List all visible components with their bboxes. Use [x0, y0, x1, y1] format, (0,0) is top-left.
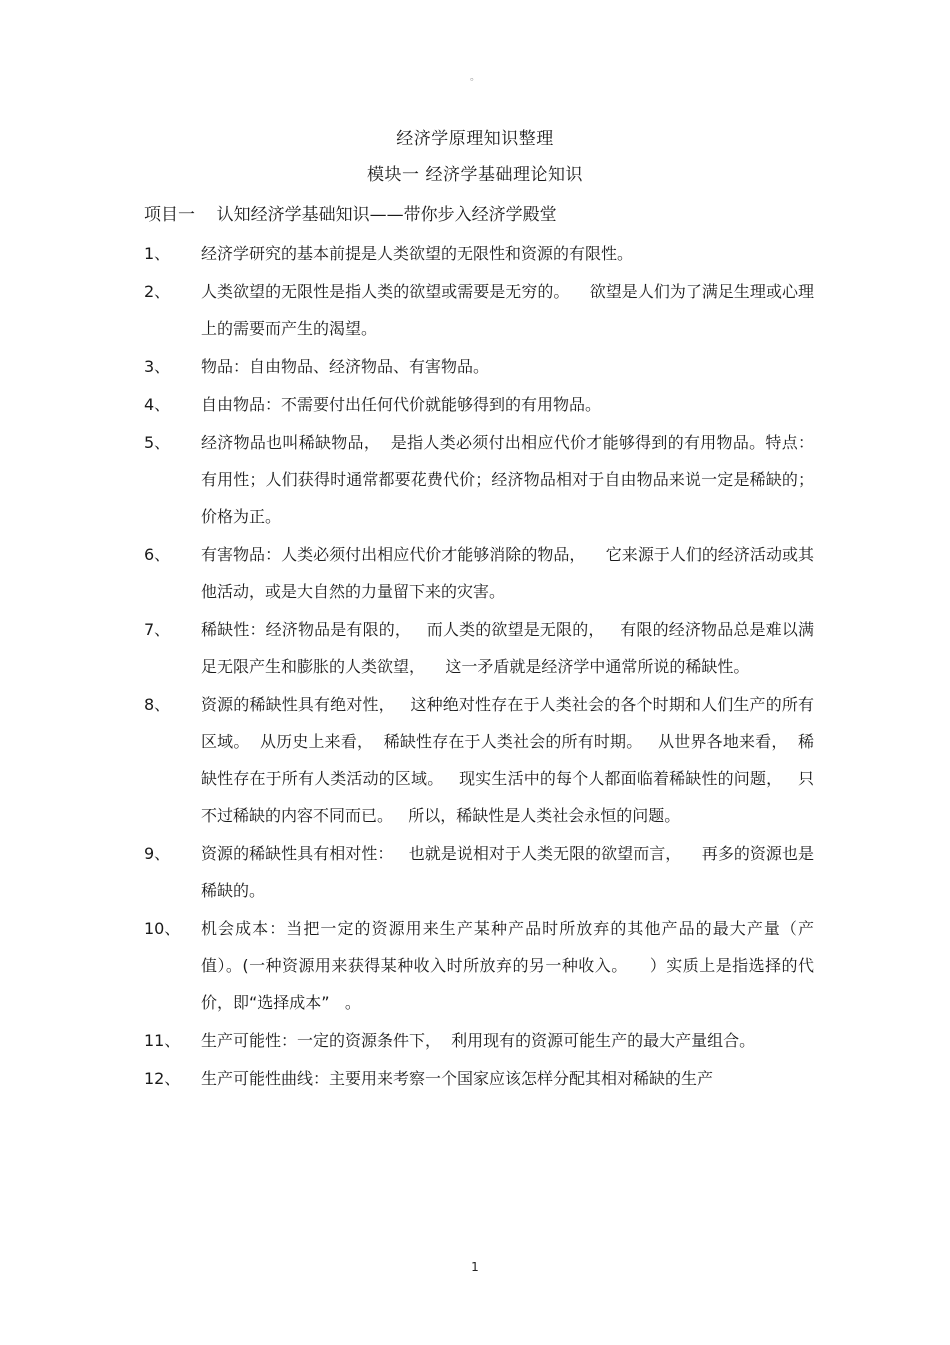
item-number: 3、	[144, 357, 171, 376]
list-item	[144, 835, 814, 909]
item-number: 10、	[144, 919, 181, 938]
item-number: 4、	[144, 395, 171, 414]
item-number: 2、	[144, 282, 171, 301]
list-item	[144, 1022, 814, 1059]
document-title: 经济学原理知识整理	[396, 129, 554, 149]
knowledge-list	[144, 235, 814, 1098]
list-item	[144, 235, 814, 272]
list-item	[144, 273, 814, 347]
item-number: 1、	[144, 244, 171, 263]
page-number: 1	[471, 1260, 479, 1274]
list-item	[144, 910, 814, 1021]
item-text: 生产可能性：一定的资源条件下， 利用现有的资源可能生产的最大产量组合。	[201, 1031, 756, 1050]
item-text: 经济学研究的基本前提是人类欲望的无限性和资源的有限性。	[201, 244, 634, 263]
item-number: 8、	[144, 695, 171, 714]
item-text: 人类欲望的无限性是指人类的欲望或需要是无穷的。 欲望是人们为了满足生理或心理上的需要而产生的渴望。	[201, 282, 814, 338]
item-text: 自由物品：不需要付出任何代价就能够得到的有用物品。	[201, 395, 602, 414]
header-mark: 。	[470, 72, 480, 83]
list-item	[144, 536, 814, 610]
project-title: 项目一 认知经济学基础知识——带你步入经济学殿堂	[144, 205, 557, 225]
item-number: 9、	[144, 844, 171, 863]
list-item	[144, 348, 814, 385]
list-item	[144, 686, 814, 834]
module-title: 模块一 经济学基础理论知识	[367, 165, 583, 185]
list-item	[144, 1060, 814, 1097]
item-text: 资源的稀缺性具有绝对性， 这种绝对性存在于人类社会的各个时期和人们生产的所有区域。 从历史上来看， 稀缺性存在于人类社会的所有时期。 从世界各地来看， 稀缺性存在于所有人类活动的区域。 现实生活中的每个人都面临着稀缺性的问题， 只不过稀缺的内容不同而已。 所以，稀缺性是人类社会永恒的问题。	[201, 695, 814, 825]
item-text: 机会成本：当把一定的资源用来生产某种产品时所放弃的其他产品的最大产量（产值）。(一种资源用来获得某种收入时所放弃的另一种收入。 ）实质上是指选择的代价，即“选择成本” 。	[201, 919, 814, 1012]
item-number: 12、	[144, 1069, 181, 1088]
item-text: 经济物品也叫稀缺物品， 是指人类必须付出相应代价才能够得到的有用物品。特点：有用性；人们获得时通常都要花费代价；经济物品相对于自由物品来说一定是稀缺的；价格为正。	[201, 433, 814, 526]
item-text: 生产可能性曲线：主要用来考察一个国家应该怎样分配其相对稀缺的生产	[201, 1069, 714, 1088]
item-text: 物品：自由物品、经济物品、有害物品。	[201, 357, 490, 376]
item-text: 稀缺性：经济物品是有限的， 而人类的欲望是无限的， 有限的经济物品总是难以满足无限产生和膨胀的人类欲望， 这一矛盾就是经济学中通常所说的稀缺性。	[201, 620, 814, 676]
list-item	[144, 611, 814, 685]
item-text: 资源的稀缺性具有相对性： 也就是说相对于人类无限的欲望而言， 再多的资源也是稀缺的。	[201, 844, 814, 900]
item-number: 11、	[144, 1031, 181, 1050]
item-number: 5、	[144, 433, 171, 452]
item-number: 7、	[144, 620, 171, 639]
list-item	[144, 424, 814, 535]
list-item	[144, 386, 814, 423]
item-text: 有害物品：人类必须付出相应代价才能够消除的物品， 它来源于人们的经济活动或其他活动，或是大自然的力量留下来的灾害。	[201, 545, 814, 601]
item-number: 6、	[144, 545, 171, 564]
